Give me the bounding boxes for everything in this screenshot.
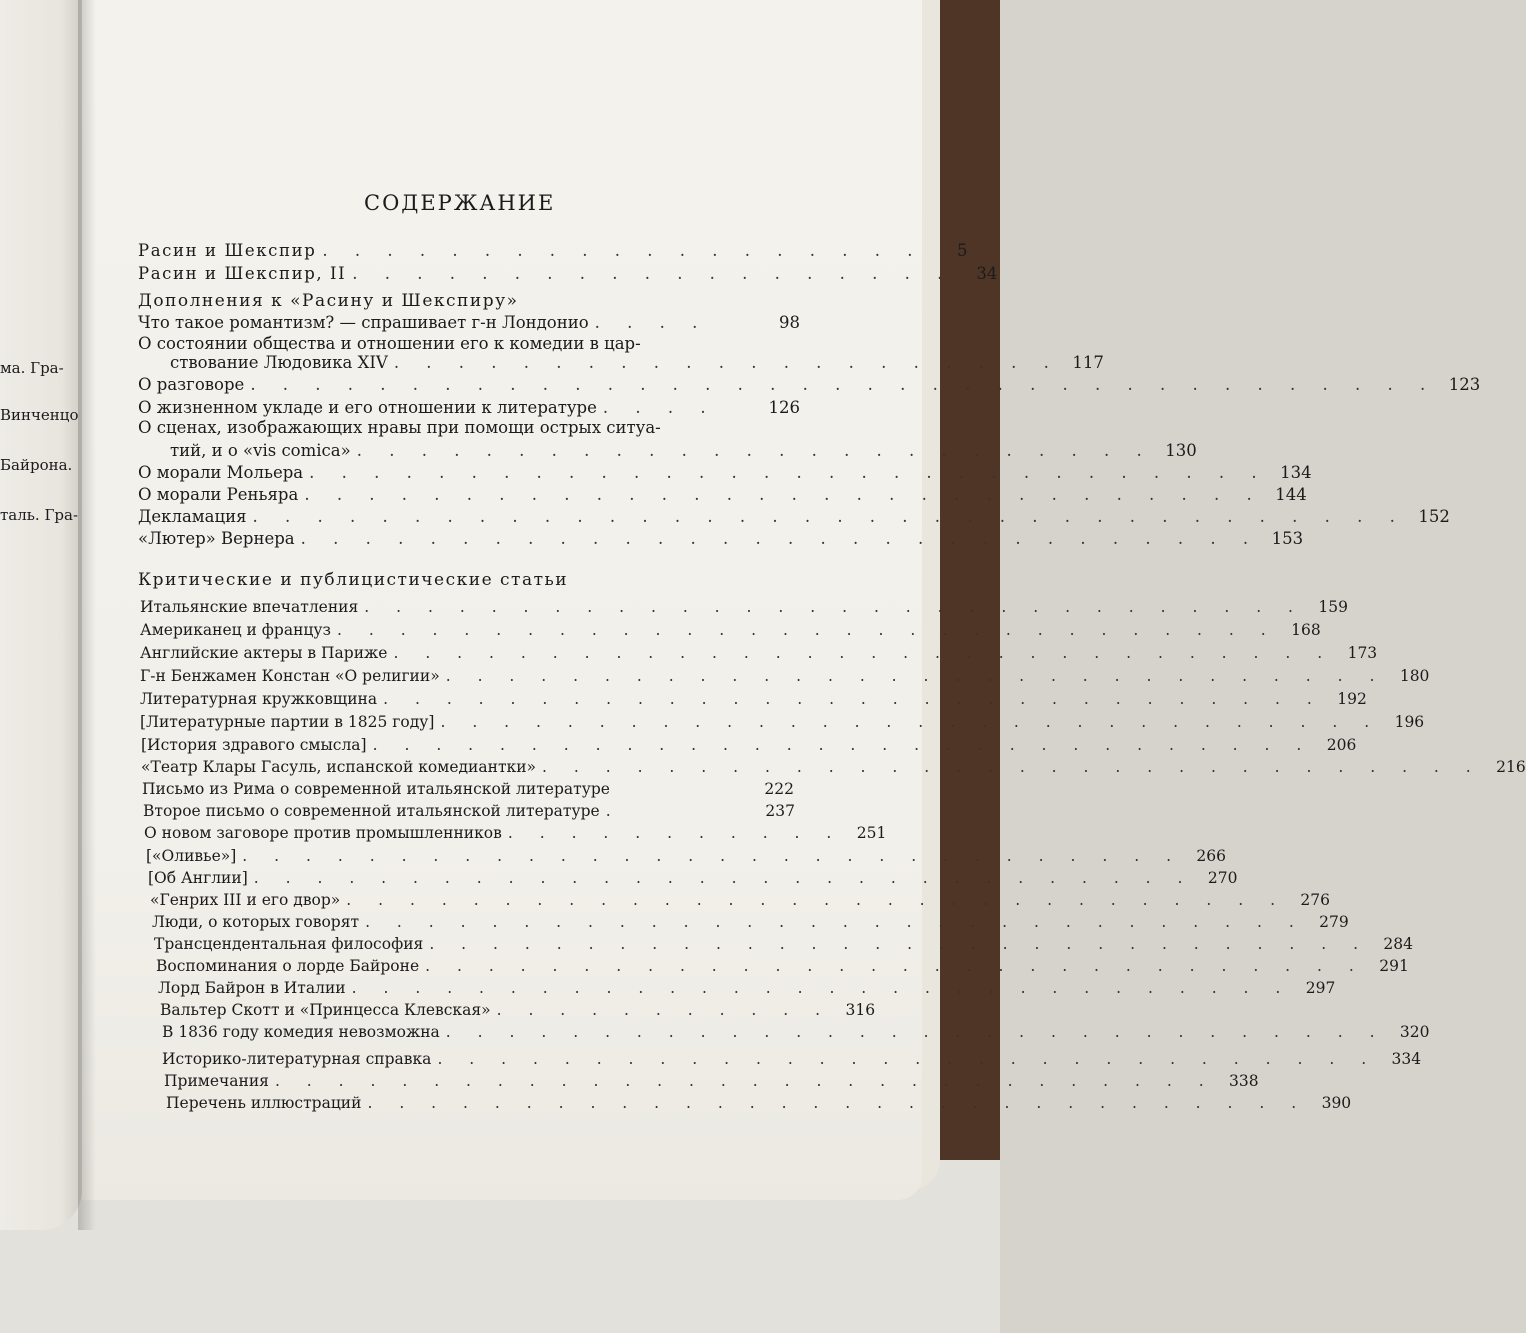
toc-entry: Американец и француз . . . . . . . . . . . . . . . . . . . . . . . . . . . . . . 168 bbox=[140, 621, 1321, 639]
toc-entry: Вальтер Скотт и «Принцесса Клевская» . . . . . . . . . . . 316 bbox=[160, 1001, 876, 1019]
toc-entry-page: 270 bbox=[1207, 869, 1238, 887]
toc-entry: Декламация . . . . . . . . . . . . . . . . . . . . . . . . . . . . . . . . . . . . 152 bbox=[138, 507, 1450, 526]
toc-entry-page: 284 bbox=[1383, 935, 1414, 953]
toc-entry-page: 276 bbox=[1300, 891, 1330, 909]
toc-entry-page: 316 bbox=[845, 1001, 876, 1019]
toc-entry-title: Расин и Шекспир bbox=[138, 241, 317, 260]
toc-entry-title: Лорд Байрон в Италии bbox=[158, 979, 346, 997]
toc-entry: Расин и Шекспир, II . . . . . . . . . . . . . . . . . . . 34 bbox=[138, 264, 998, 283]
toc-entry: О разговоре . . . . . . . . . . . . . . . . . . . . . . . . . . . . . . . . . . . . . 123 bbox=[138, 375, 1481, 394]
toc-entry-title: «Театр Клары Гасуль, испанской комедиантки» bbox=[141, 758, 537, 776]
toc-entry-title: О сценах, изображающих нравы при помощи острых ситуа- bbox=[138, 418, 661, 437]
toc-entry-page: 98 bbox=[779, 313, 800, 332]
toc-entry: тий, и о «vis comica» . . . . . . . . . . . . . . . . . . . . . . . . . 130 bbox=[170, 441, 1197, 460]
toc-entry-title: Воспоминания о лорде Байроне bbox=[156, 957, 420, 975]
toc-entry-title: [Литературные партии в 1825 году] bbox=[140, 713, 435, 731]
toc-entry: О морали Реньяра . . . . . . . . . . . . . . . . . . . . . . . . . . . . . . 144 bbox=[138, 485, 1307, 504]
toc-entry-title: Письмо из Рима о современной итальянской литературе bbox=[142, 780, 610, 798]
toc-entry-page: 216 bbox=[1496, 758, 1526, 776]
toc-entry-title: Вальтер Скотт и «Принцесса Клевская» bbox=[160, 1001, 491, 1019]
toc-entry: Лорд Байрон в Италии . . . . . . . . . . . . . . . . . . . . . . . . . . . . . . 297 bbox=[158, 979, 1336, 997]
section-heading: Критические и публицистические статьи bbox=[138, 570, 569, 590]
toc-entry: [Об Англии] . . . . . . . . . . . . . . . . . . . . . . . . . . . . . . 270 bbox=[148, 869, 1238, 887]
toc-entry: «Генрих III и его двор» . . . . . . . . . . . . . . . . . . . . . . . . . . . . . . 276 bbox=[150, 891, 1330, 909]
toc-entry-title: [История здравого смысла] bbox=[141, 736, 367, 754]
toc-entry-title: Американец и француз bbox=[140, 621, 331, 639]
toc-entry-page: 168 bbox=[1291, 621, 1321, 639]
toc-entry-page: 334 bbox=[1391, 1050, 1422, 1068]
toc-entry-page: 34 bbox=[976, 264, 998, 283]
toc-entry: Итальянские впечатления . . . . . . . . . . . . . . . . . . . . . . . . . . . . . . 159 bbox=[140, 598, 1348, 616]
left-page-line: Винченцо bbox=[0, 406, 79, 424]
toc-entry: «Театр Клары Гасуль, испанской комедиантки» . . . . . . . . . . . . . . . . . . . . . . . . . . . . . . 216 bbox=[141, 758, 1526, 776]
toc-entry: Историко-литературная справка . . . . . . . . . . . . . . . . . . . . . . . . . . . . . . 334 bbox=[162, 1050, 1422, 1068]
toc-entry-title: Литературная кружковщина bbox=[140, 690, 378, 708]
toc-entry-title: В 1836 году комедия невозможна bbox=[162, 1023, 440, 1041]
toc-entry-page: 320 bbox=[1399, 1023, 1430, 1041]
toc-entry-title: Г-н Бенжамен Констан «О религии» bbox=[140, 667, 440, 685]
toc-entry-title: О жизненном укладе и его отношении к литературе bbox=[138, 398, 597, 417]
toc-entry-page: 134 bbox=[1280, 463, 1312, 482]
section-heading: Дополнения к «Расину и Шекспиру» bbox=[138, 291, 519, 311]
toc-entry-page: 180 bbox=[1399, 667, 1430, 685]
toc-entry bbox=[142, 780, 794, 798]
toc-entry: Перечень иллюстраций . . . . . . . . . . . . . . . . . . . . . . . . . . . . . . 390 bbox=[166, 1094, 1352, 1112]
toc-entry: [Литературные партии в 1825 году] . . . . . . . . . . . . . . . . . . . . . . . . . . . . . . 196 bbox=[140, 713, 1425, 731]
toc-entry: О морали Мольера . . . . . . . . . . . . . . . . . . . . . . . . . . . . . . 134 bbox=[138, 463, 1312, 482]
toc-entry-page: 5 bbox=[956, 241, 968, 260]
toc-entry-title: [«Оливье»] bbox=[146, 847, 237, 865]
toc-entry: Примечания . . . . . . . . . . . . . . . . . . . . . . . . . . . . . . 338 bbox=[164, 1072, 1259, 1090]
toc-entry: ствование Людовика XIV . . . . . . . . . . . . . . . . . . . . . 117 bbox=[170, 353, 1104, 372]
toc-entry-page: 126 bbox=[768, 398, 800, 417]
toc-entry-page: 279 bbox=[1319, 913, 1349, 931]
toc-entry-title-continuation: ствование Людовика XIV bbox=[170, 353, 388, 372]
toc-entry-title: «Лютер» Вернера bbox=[138, 529, 295, 548]
toc-entry: Люди, о которых говорят . . . . . . . . . . . . . . . . . . . . . . . . . . . . . . 279 bbox=[152, 913, 1349, 931]
page-title: СОДЕРЖАНИЕ bbox=[364, 191, 556, 215]
toc-entry: Литературная кружковщина . . . . . . . . . . . . . . . . . . . . . . . . . . . . . . 192 bbox=[140, 690, 1367, 708]
toc-entry-title-continuation: тий, и о «vis comica» bbox=[170, 441, 351, 460]
toc-entry-title: Трансцендентальная философия bbox=[154, 935, 424, 953]
toc-entry-page: 297 bbox=[1305, 979, 1336, 997]
toc-entry-page: 153 bbox=[1271, 529, 1304, 548]
toc-entry-page: 237 bbox=[765, 802, 795, 820]
toc-entry-page: 173 bbox=[1347, 644, 1378, 662]
toc-entry-page: 291 bbox=[1379, 957, 1409, 975]
toc-entry-page: 390 bbox=[1321, 1094, 1352, 1112]
toc-entry-title: Историко-литературная справка bbox=[162, 1050, 432, 1068]
toc-entry-page: 338 bbox=[1229, 1072, 1259, 1090]
toc-entry-title: Перечень иллюстраций bbox=[166, 1094, 362, 1112]
toc-entry-title: Итальянские впечатления bbox=[140, 598, 359, 616]
toc-entry: Английские актеры в Париже . . . . . . . . . . . . . . . . . . . . . . . . . . . . . . 173 bbox=[140, 644, 1378, 662]
toc-entry: «Лютер» Вернера . . . . . . . . . . . . . . . . . . . . . . . . . . . . . . 153 bbox=[138, 529, 1304, 548]
left-page-line: Байрона. bbox=[0, 456, 73, 474]
toc-entry-title: Расин и Шекспир, II bbox=[138, 264, 347, 283]
left-page-line: таль. Гра- bbox=[0, 506, 79, 524]
toc-entry: В 1836 году комедия невозможна . . . . . . . . . . . . . . . . . . . . . . . . . . . . . . 320 bbox=[162, 1023, 1430, 1041]
toc-entry-page: 130 bbox=[1165, 441, 1197, 460]
toc-entry: Воспоминания о лорде Байроне . . . . . . . . . . . . . . . . . . . . . . . . . . . . . . 291 bbox=[156, 957, 1409, 975]
toc-entry: О жизненном укладе и его отношении к литературе . . . . 126 bbox=[138, 398, 800, 417]
toc-entry-page: 117 bbox=[1072, 353, 1104, 372]
toc-entry: Что такое романтизм? — спрашивает г-н Лондонио . . . . 98 bbox=[138, 313, 800, 332]
toc-entry-title: Второе письмо о современной итальянской литературе bbox=[143, 802, 600, 820]
toc-entry-page: 123 bbox=[1448, 375, 1481, 394]
toc-entry-title: О состоянии общества и отношении его к комедии в цар- bbox=[138, 334, 641, 353]
left-page-line: ма. Гра- bbox=[0, 359, 64, 377]
toc-entry-title: Что такое романтизм? — спрашивает г-н Лондонио bbox=[138, 313, 589, 332]
gutter-shadow bbox=[78, 0, 96, 1230]
toc-entry-title: Люди, о которых говорят bbox=[152, 913, 360, 931]
toc-entry-title: Английские актеры в Париже bbox=[140, 644, 388, 662]
toc-entry: О новом заговоре против промышленников . . . . . . . . . . . 251 bbox=[144, 824, 887, 842]
toc-entry-title: «Генрих III и его двор» bbox=[150, 891, 341, 909]
toc-entry: Расин и Шекспир . . . . . . . . . . . . . . . . . . . 5 bbox=[138, 241, 968, 260]
toc-entry-page: 144 bbox=[1275, 485, 1307, 504]
toc-entry: Г-н Бенжамен Констан «О религии» . . . . . . . . . . . . . . . . . . . . . . . . . . . . . . 180 bbox=[140, 667, 1430, 685]
toc-entry: Трансцендентальная философия . . . . . . . . . . . . . . . . . . . . . . . . . . . . . . 284 bbox=[154, 935, 1414, 953]
toc-entry-title: Примечания bbox=[164, 1072, 269, 1090]
toc-entry-title: О морали Реньяра bbox=[138, 485, 299, 504]
toc-entry-page: 206 bbox=[1326, 736, 1357, 754]
toc-entry: [История здравого смысла] . . . . . . . . . . . . . . . . . . . . . . . . . . . . . . 206 bbox=[141, 736, 1357, 754]
toc-entry-title: О морали Мольера bbox=[138, 463, 304, 482]
toc-entry-page: 251 bbox=[856, 824, 887, 842]
toc-entry-page: 152 bbox=[1418, 507, 1450, 526]
toc-entry-page: 222 bbox=[764, 780, 794, 798]
toc-entry: [«Оливье»] . . . . . . . . . . . . . . . . . . . . . . . . . . . . . . 266 bbox=[146, 847, 1226, 865]
toc-entry-page: 159 bbox=[1318, 598, 1348, 616]
toc-entry-page: 192 bbox=[1337, 690, 1367, 708]
toc-entry-page: 196 bbox=[1394, 713, 1425, 731]
toc-entry-title: О разговоре bbox=[138, 375, 245, 394]
toc-entry-title: О новом заговоре против промышленников bbox=[144, 824, 502, 842]
toc-entry-page: 266 bbox=[1196, 847, 1226, 865]
toc-entry-title: Декламация bbox=[138, 507, 247, 526]
toc-entry: Второе письмо о современной итальянской литературе . 237 bbox=[143, 802, 795, 820]
left-page bbox=[0, 0, 82, 1230]
toc-entry-title: [Об Англии] bbox=[148, 869, 248, 887]
